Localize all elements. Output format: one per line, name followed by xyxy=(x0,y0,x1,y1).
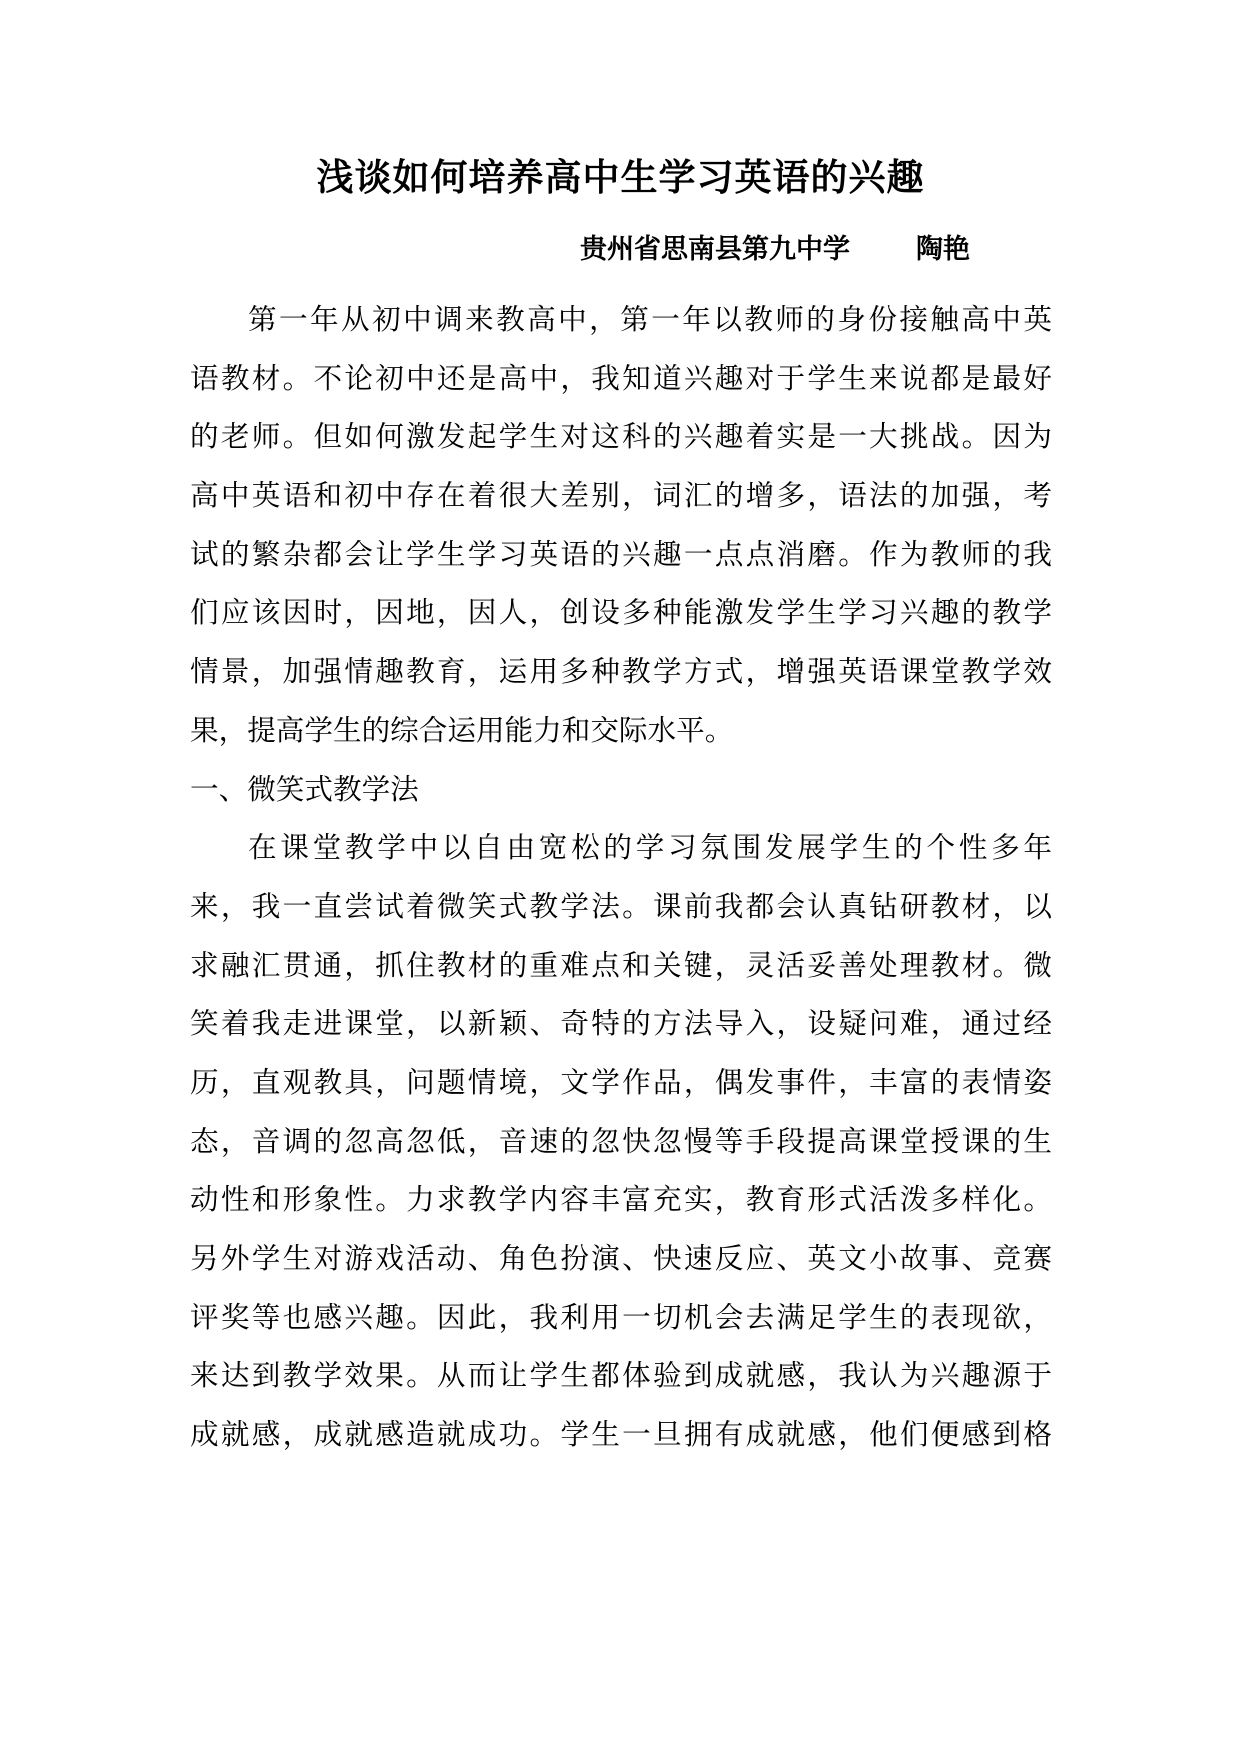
author-name: 陶艳 xyxy=(916,234,970,265)
text-line: 另外学生对游戏活动、角色扮演、快速反应、英文小故事、竞赛 xyxy=(190,1241,1052,1275)
text-line: 来，我一直尝试着微笑式教学法。课前我都会认真钻研教材，以 xyxy=(190,888,1052,923)
section-heading: 一、微笑式教学法 xyxy=(190,771,419,806)
document-title: 浅谈如何培养高中生学习英语的兴趣 xyxy=(316,155,925,199)
text-line: 求融汇贯通，抓住教材的重难点和关键，灵活妥善处理教材。微 xyxy=(190,947,1052,982)
text-line: 评奖等也感兴趣。因此，我利用一切机会去满足学生的表现欲， xyxy=(190,1299,1052,1334)
text-line: 来达到教学效果。从而让学生都体验到成就感，我认为兴趣源于 xyxy=(190,1358,1052,1393)
text-line: 第一年从初中调来教高中，第一年以教师的身份接触高中英 xyxy=(248,302,1052,336)
text-line: 高中英语和初中存在着很大差别，词汇的增多，语法的加强，考 xyxy=(190,478,1052,513)
text-line: 们应该因时，因地，因人，创设多种能激发学生学习兴趣的教学 xyxy=(190,595,1052,630)
text-line: 果，提高学生的综合运用能力和交际水平。 xyxy=(190,712,734,747)
text-line: 在课堂教学中以自由宽松的学习氛围发展学生的个性多年 xyxy=(248,830,1052,865)
text-line: 试的繁杂都会让学生学习英语的兴趣一点点消磨。作为教师的我 xyxy=(190,536,1052,571)
text-line: 笑着我走进课堂，以新颖、奇特的方法导入，设疑问难，通过经 xyxy=(190,1006,1052,1041)
school-name: 贵州省思南县第九中学 xyxy=(580,234,850,265)
text-line: 态，音调的忽高忽低，音速的忽快忽慢等手段提高课堂授课的生 xyxy=(190,1123,1052,1158)
text-line: 的老师。但如何激发起学生对这科的兴趣着实是一大挑战。因为 xyxy=(190,419,1052,454)
byline xyxy=(580,230,970,270)
text-line: 情景，加强情趣教育，运用多种教学方式，增强英语课堂教学效 xyxy=(190,654,1052,689)
body-text xyxy=(190,290,1052,1464)
text-line: 动性和形象性。力求教学内容丰富充实，教育形式活泼多样化。 xyxy=(190,1182,1052,1217)
text-line: 成就感，成就感造就成功。学生一旦拥有成就感，他们便感到格 xyxy=(190,1417,1052,1452)
text-line: 历，直观教具，问题情境，文学作品，偶发事件，丰富的表情姿 xyxy=(190,1064,1052,1099)
text-line: 语教材。不论初中还是高中，我知道兴趣对于学生来说都是最好 xyxy=(190,360,1052,395)
